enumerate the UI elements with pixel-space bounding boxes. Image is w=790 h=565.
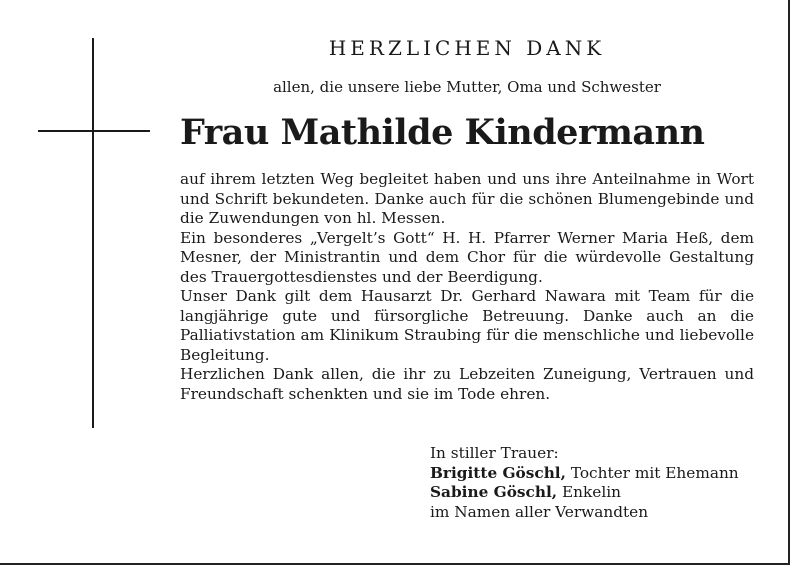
- paragraph-doctor: Unser Dank gilt dem Hausarzt Dr. Gerhard Nawara mit Team für die langjährige gute und fürsorgliche Betreuung. Danke auch an die Palliativstation am Klinikum Straubing für die menschliche und liebevolle Begleitung.: [180, 287, 754, 364]
- mourner-name: Sabine Göschl,: [430, 483, 558, 501]
- cross-icon-vertical-bar: [92, 38, 94, 428]
- mourner-line: [430, 483, 760, 503]
- paragraph-church: Ein besonderes „Vergelt’s Gott“ H. H. Pfarrer Werner Maria Heß, dem Mesner, der Ministrantin und dem Chor für die würdevolle Gestaltung des Trauergottesdienstes und der Beerdigung.: [180, 228, 754, 286]
- paragraph-closing: Herzlichen Dank allen, die ihr zu Lebzeiten Zuneigung, Vertrauen und Freundschaft schenkten und sie im Tode ehren.: [180, 365, 754, 403]
- notice-intro: allen, die unsere liebe Mutter, Oma und Schwester: [273, 78, 661, 96]
- mourner-name: Brigitte Göschl,: [430, 463, 566, 482]
- mourner-line: [430, 464, 760, 484]
- signoff-intro: In stiller Trauer:: [430, 444, 559, 462]
- cross-icon-horizontal-bar: [38, 130, 150, 132]
- signoff-closing: im Namen aller Verwandten: [430, 502, 649, 521]
- notice-body: [180, 170, 754, 404]
- signoff-block: [430, 444, 760, 522]
- paragraph-thanks: auf ihrem letzten Weg begleitet haben und uns ihre Anteilnahme in Wort und Schrift bekundeten. Danke auch für die schönen Blumengebinde und die Zuwendungen von hl. Messen.: [180, 170, 754, 227]
- notice-heading: HERZLICHEN DANK: [328, 36, 606, 60]
- mourner-relation: Enkelin: [561, 483, 621, 501]
- mourner-relation: Tochter mit Ehemann: [570, 463, 739, 482]
- deceased-name: Frau Mathilde Kindermann: [180, 112, 705, 153]
